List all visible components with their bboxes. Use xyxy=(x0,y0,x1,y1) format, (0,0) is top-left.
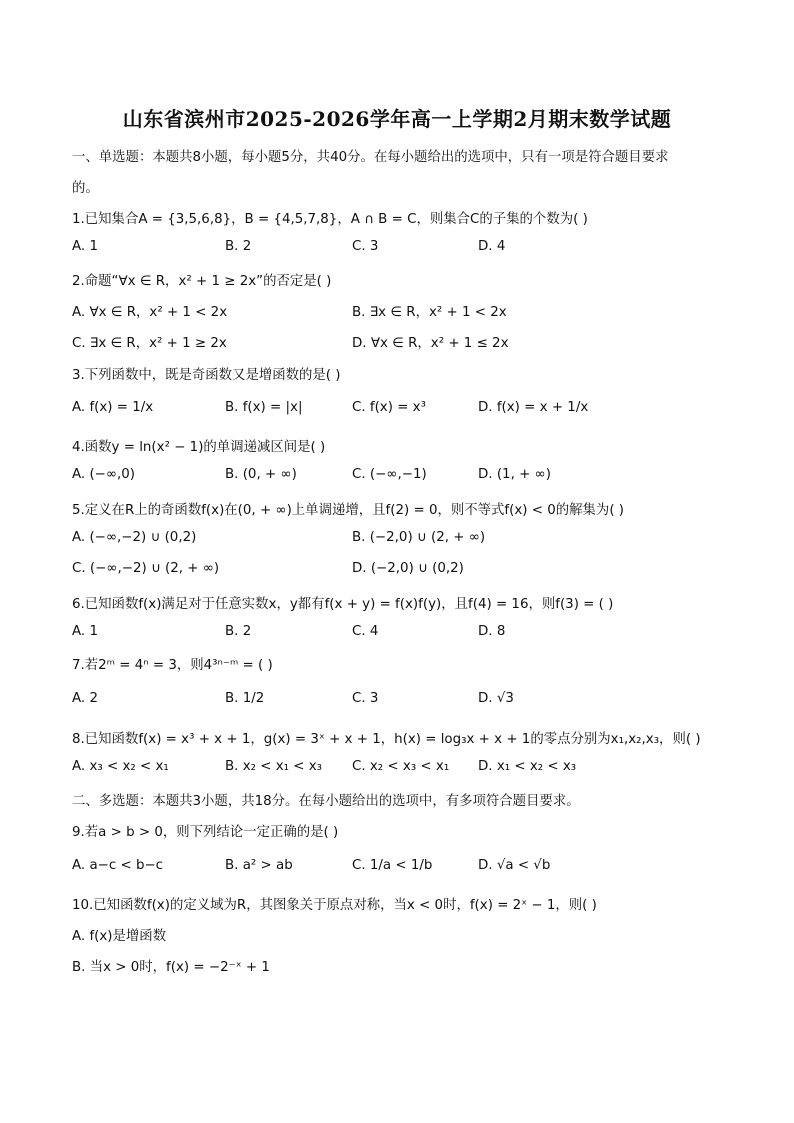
question-10-option-a: A. f(x)是增函数 xyxy=(72,929,167,944)
question-1-option-c: C. 3 xyxy=(352,239,379,254)
question-3-option-c: C. f(x) = x³ xyxy=(352,400,426,415)
question-1-stem: 1.已知集合A = {3,5,6,8}，B = {4,5,7,8}，A ∩ B = C，则集合C的子集的个数为( ) xyxy=(72,212,588,227)
question-10-stem: 10.已知函数f(x)的定义域为R，其图象关于原点对称，当x < 0时，f(x) = 2ˣ − 1，则( ) xyxy=(72,898,597,913)
question-9-option-a: A. a−c < b−c xyxy=(72,858,164,873)
question-2-option-b: B. ∃x ∈ R，x² + 1 < 2x xyxy=(352,305,507,320)
question-7-stem: 7.若2ᵐ = 4ⁿ = 3，则4³ⁿ⁻ᵐ = ( ) xyxy=(72,658,273,673)
question-7-option-c: C. 3 xyxy=(352,691,379,706)
question-6-option-d: D. 8 xyxy=(478,624,506,639)
question-3-stem: 3.下列函数中，既是奇函数又是增函数的是( ) xyxy=(72,368,341,383)
question-2-stem: 2.命题“∀x ∈ R，x² + 1 ≥ 2x”的否定是( ) xyxy=(72,274,332,289)
question-2-option-a: A. ∀x ∈ R，x² + 1 < 2x xyxy=(72,305,228,320)
question-6-stem: 6.已知函数f(x)满足对于任意实数x，y都有f(x + y) = f(x)f(y)，且f(4) = 16，则f(3) = ( ) xyxy=(72,597,614,612)
question-5-option-a: A. (−∞,−2) ∪ (0,2) xyxy=(72,530,197,545)
question-1-option-a: A. 1 xyxy=(72,239,98,254)
question-4-option-c: C. (−∞,−1) xyxy=(352,467,427,482)
question-9-option-d: D. √a < √b xyxy=(478,858,551,873)
question-6-option-a: A. 1 xyxy=(72,624,98,639)
question-7-option-b: B. 1/2 xyxy=(225,691,265,706)
question-8-option-a: A. x₃ < x₂ < x₁ xyxy=(72,759,169,774)
question-6-option-b: B. 2 xyxy=(225,624,252,639)
question-8-option-c: C. x₂ < x₃ < x₁ xyxy=(352,759,450,774)
question-9-stem: 9.若a > b > 0，则下列结论一定正确的是( ) xyxy=(72,825,339,840)
question-4-option-a: A. (−∞,0) xyxy=(72,467,136,482)
question-4-stem: 4.函数y = ln(x² − 1)的单调递减区间是( ) xyxy=(72,440,326,455)
question-5-option-d: D. (−2,0) ∪ (0,2) xyxy=(352,561,464,576)
question-5-option-c: C. (−∞,−2) ∪ (2, + ∞) xyxy=(72,561,220,576)
section-1-heading: 一、单选题：本题共8小题，每小题5分，共40分。在每小题给出的选项中，只有一项是符合题目要求 xyxy=(72,150,669,165)
question-10-option-b: B. 当x > 0时，f(x) = −2⁻ˣ + 1 xyxy=(72,960,270,975)
question-6-option-c: C. 4 xyxy=(352,624,379,639)
question-1-option-d: D. 4 xyxy=(478,239,506,254)
section-1-heading-cont: 的。 xyxy=(72,181,99,196)
question-8-option-d: D. x₁ < x₂ < x₃ xyxy=(478,759,577,774)
question-1-option-b: B. 2 xyxy=(225,239,252,254)
question-5-stem: 5.定义在R上的奇函数f(x)在(0, + ∞)上单调递增，且f(2) = 0，则不等式f(x) < 0的解集为( ) xyxy=(72,503,625,518)
question-5-option-b: B. (−2,0) ∪ (2, + ∞) xyxy=(352,530,486,545)
question-3-option-a: A. f(x) = 1/x xyxy=(72,400,154,415)
question-8-stem: 8.已知函数f(x) = x³ + x + 1，g(x) = 3ˣ + x + 1，h(x) = log₃x + x + 1的零点分别为x₁,x₂,x₃，则( ) xyxy=(72,732,701,747)
question-7-option-d: D. √3 xyxy=(478,691,514,706)
question-7-option-a: A. 2 xyxy=(72,691,98,706)
question-4-option-d: D. (1, + ∞) xyxy=(478,467,551,482)
question-2-option-d: D. ∀x ∈ R，x² + 1 ≤ 2x xyxy=(352,336,509,351)
question-9-option-b: B. a² > ab xyxy=(225,858,293,873)
page-title: 山东省滨州市2025-2026学年高一上学期2月期末数学试题 xyxy=(122,107,672,131)
question-8-option-b: B. x₂ < x₁ < x₃ xyxy=(225,759,323,774)
question-9-option-c: C. 1/a < 1/b xyxy=(352,858,433,873)
question-3-option-d: D. f(x) = x + 1/x xyxy=(478,400,589,415)
section-2-heading: 二、多选题：本题共3小题，共18分。在每小题给出的选项中，有多项符合题目要求。 xyxy=(72,794,580,809)
question-4-option-b: B. (0, + ∞) xyxy=(225,467,297,482)
question-2-option-c: C. ∃x ∈ R，x² + 1 ≥ 2x xyxy=(72,336,227,351)
question-3-option-b: B. f(x) = |x| xyxy=(225,400,303,415)
